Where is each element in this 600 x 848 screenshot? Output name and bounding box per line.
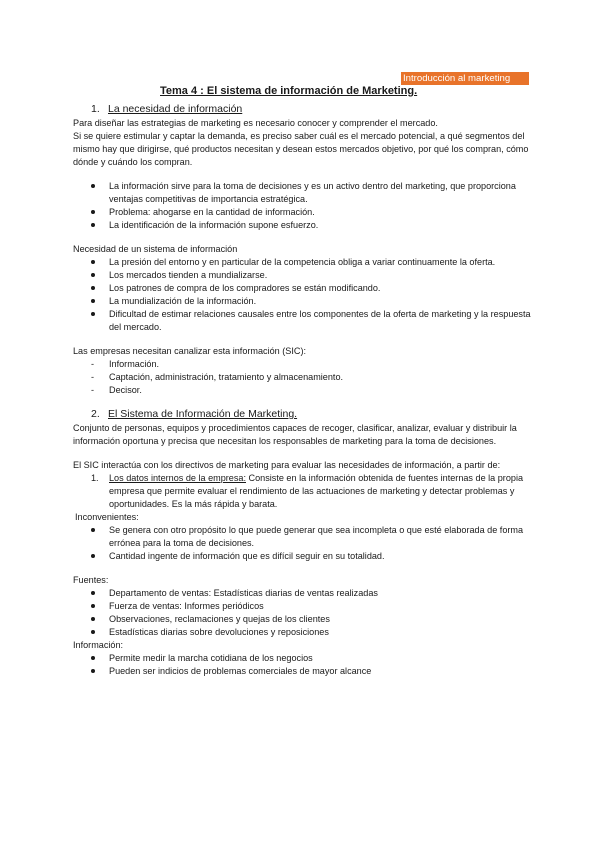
section-1-heading: 1. La necesidad de información: [91, 103, 243, 115]
list-item: Fuerza de ventas: Informes periódicos: [73, 600, 533, 613]
list-item: - Información.: [73, 358, 533, 371]
subheading: Fuentes:: [73, 575, 109, 585]
list-item: Los mercados tienden a mundializarse.: [73, 269, 533, 282]
page-title: Tema 4 : El sistema de información de Marketing.: [160, 85, 418, 97]
list-item: Departamento de ventas: Estadísticas diarias de ventas realizadas: [73, 587, 533, 600]
paragraph: Conjunto de personas, equipos y procedimientos capaces de recoger, clasificar, analizar, evaluar y distribuir la información oportuna y precisa que necesitan los responsables de marketing para la toma de decisiones.: [73, 423, 517, 446]
list-item: Dificultad de estimar relaciones causales entre los componentes de la oferta de marketing y la respuesta del mercado.: [73, 308, 533, 334]
paragraph: Para diseñar las estrategias de marketing es necesario conocer y comprender el mercado.: [73, 118, 438, 128]
list-item: Los patrones de compra de los compradores se están modificando.: [73, 282, 533, 295]
course-tag: Introducción al marketing: [401, 72, 529, 85]
subheading: Necesidad de un sistema de información: [73, 244, 238, 254]
list-item: La información sirve para la toma de decisiones y es un activo dentro del marketing, que proporciona ventajas competitivas de importancia estratégica.: [73, 180, 533, 206]
list-item: La identificación de la información supone esfuerzo.: [73, 219, 533, 232]
bullet-list: [73, 256, 533, 334]
list-item: Observaciones, reclamaciones y quejas de los clientes: [73, 613, 533, 626]
list-item: 1. Los datos internos de la empresa: Consiste en la información obtenida de fuentes internas de la propia empresa que permite evaluar el rendimiento de las actuaciones de marketing y detectar problemas y oportunidades. Es la más rápida y barata.: [91, 473, 524, 509]
subheading: Inconvenientes:: [75, 512, 139, 522]
list-item: - Decisor.: [73, 384, 533, 397]
list-item: La presión del entorno y en particular de la competencia obliga a variar continuamente la oferta.: [73, 256, 533, 269]
list-item: Cantidad ingente de información que es difícil seguir en su totalidad.: [73, 550, 533, 563]
section-2-heading: 2. El Sistema de Información de Marketing.: [91, 408, 298, 420]
list-item: Permite medir la marcha cotidiana de los negocios: [73, 652, 533, 665]
list-item: Se genera con otro propósito lo que puede generar que sea incompleta o que esté elaborada de forma errónea para la toma de decisiones.: [73, 524, 533, 550]
bullet-list: [73, 180, 533, 232]
list-item: Problema: ahogarse en la cantidad de información.: [73, 206, 533, 219]
bullet-list: [73, 587, 533, 639]
bullet-list: [73, 652, 533, 678]
paragraph: Si se quiere estimular y captar la demanda, es preciso saber cuál es el mercado potencial, a qué segmentos del mismo hay que dirigirse, qué productos necesitan y desean estos mercados objetivo, por qué los compran, cómo dónde y cuándo los compran.: [73, 131, 529, 167]
subheading: Información:: [73, 640, 124, 650]
paragraph: Las empresas necesitan canalizar esta información (SIC):: [73, 346, 307, 356]
bullet-list: [73, 524, 533, 563]
list-item: La mundialización de la información.: [73, 295, 533, 308]
document-body: [73, 103, 533, 678]
numbered-list: [73, 472, 533, 511]
list-item: Estadísticas diarias sobre devoluciones y reposiciones: [73, 626, 533, 639]
paragraph: El SIC interactúa con los directivos de marketing para evaluar las necesidades de información, a partir de:: [73, 460, 501, 470]
list-item: Pueden ser indicios de problemas comerciales de mayor alcance: [73, 665, 533, 678]
dash-list: [73, 358, 533, 397]
list-item: - Captación, administración, tratamiento y almacenamiento.: [73, 371, 533, 384]
